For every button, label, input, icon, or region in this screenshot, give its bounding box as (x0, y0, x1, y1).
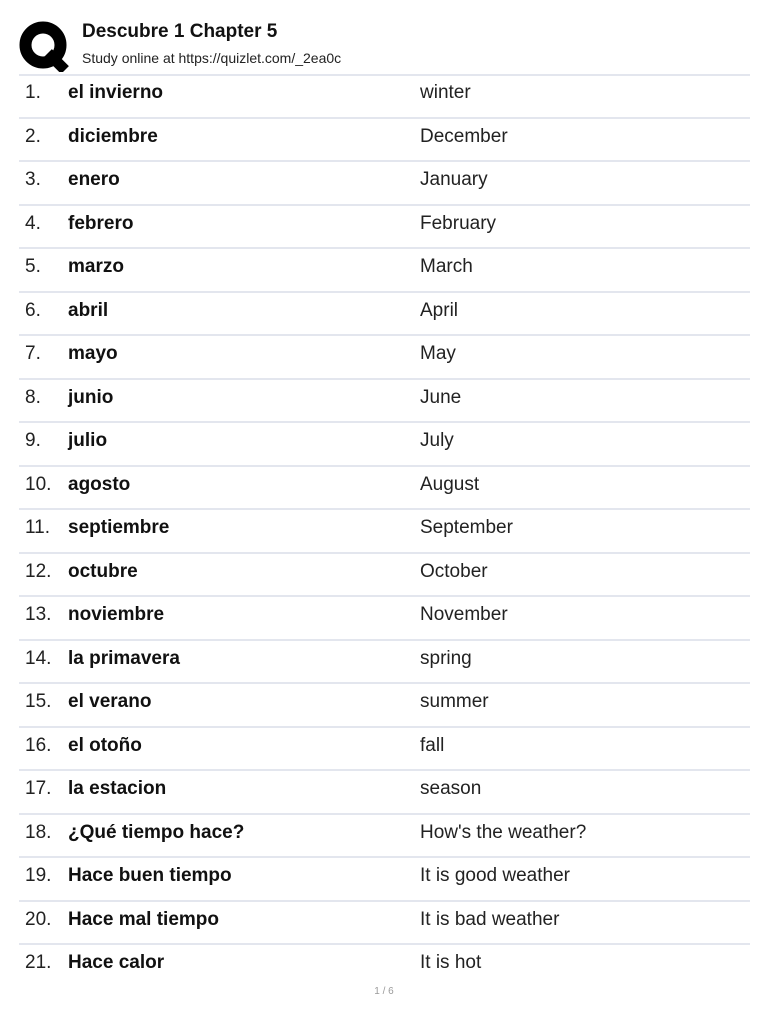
page-title: Descubre 1 Chapter 5 (82, 21, 278, 42)
term-number: 13. (25, 604, 52, 625)
term-row (19, 902, 750, 946)
term-definition: summer (420, 691, 489, 712)
term-definition: August (420, 473, 480, 495)
term-text: septiembre (68, 517, 170, 538)
term-row (19, 119, 750, 163)
term-number: 1. (25, 82, 41, 103)
term-row (19, 728, 750, 772)
term-text: ¿Qué tiempo hace? (68, 821, 245, 843)
term-text: Hace mal tiempo (68, 908, 219, 930)
term-definition: spring (420, 647, 472, 669)
term-definition: May (420, 343, 456, 364)
term-text: octubre (68, 560, 138, 582)
term-text: enero (68, 169, 120, 190)
term-definition: April (420, 299, 459, 321)
term-row (19, 945, 750, 987)
term-definition: December (420, 125, 508, 147)
page-number: 1 / 6 (374, 986, 394, 997)
term-number: 15. (25, 691, 52, 712)
term-row (19, 467, 750, 511)
term-number: 16. (25, 734, 52, 756)
term-list (19, 75, 750, 987)
term-number: 11. (25, 517, 51, 538)
term-definition: season (420, 778, 482, 799)
term-text: julio (68, 430, 108, 451)
term-definition: March (420, 256, 473, 277)
term-text: Hace calor (68, 952, 165, 973)
term-definition: July (420, 430, 454, 451)
term-text: febrero (68, 212, 134, 234)
term-definition: How's the weather? (420, 821, 587, 843)
term-text: noviembre (68, 604, 165, 625)
term-row (19, 293, 750, 337)
term-row (19, 641, 750, 685)
term-row (19, 423, 750, 467)
term-definition: It is hot (420, 952, 482, 973)
term-row (19, 510, 750, 554)
term-number: 2. (25, 125, 41, 147)
term-definition: January (420, 169, 488, 190)
term-row (19, 206, 750, 250)
term-number: 4. (25, 212, 41, 234)
term-text: la primavera (68, 647, 180, 669)
term-number: 21. (25, 952, 52, 973)
term-number: 3. (25, 169, 41, 190)
quizlet-q-icon (19, 20, 69, 72)
term-text: la estacion (68, 778, 167, 799)
term-definition: October (420, 560, 488, 582)
term-definition: February (420, 212, 497, 234)
term-definition: fall (420, 734, 445, 756)
term-number: 12. (25, 560, 52, 582)
term-text: diciembre (68, 125, 158, 147)
term-row (19, 684, 750, 728)
term-definition: June (420, 386, 462, 408)
term-number: 17. (25, 778, 52, 799)
term-row (19, 815, 750, 859)
term-row (19, 597, 750, 641)
term-row (19, 380, 750, 424)
term-definition: It is bad weather (420, 908, 560, 930)
term-number: 18. (25, 821, 52, 843)
term-row (19, 162, 750, 206)
term-text: el verano (68, 691, 152, 712)
term-text: junio (68, 386, 114, 408)
term-row (19, 554, 750, 598)
document-header (19, 18, 749, 74)
study-online-link[interactable]: Study online at https://quizlet.com/_2ea0c (82, 50, 342, 66)
term-row (19, 858, 750, 902)
term-text: abril (68, 299, 109, 321)
term-number: 20. (25, 908, 52, 930)
term-number: 19. (25, 865, 52, 886)
term-text: mayo (68, 343, 118, 364)
term-text: Hace buen tiempo (68, 865, 232, 886)
term-text: marzo (68, 256, 124, 277)
term-text: agosto (68, 473, 131, 495)
term-number: 7. (25, 343, 41, 364)
term-row (19, 771, 750, 815)
term-number: 9. (25, 430, 41, 451)
term-definition: September (420, 517, 513, 538)
term-row (19, 75, 750, 119)
term-number: 10. (25, 473, 52, 495)
term-number: 5. (25, 256, 41, 277)
term-definition: It is good weather (420, 865, 570, 886)
term-number: 6. (25, 299, 41, 321)
term-text: el otoño (68, 734, 142, 756)
term-number: 14. (25, 647, 52, 669)
term-definition: winter (420, 82, 471, 103)
term-definition: November (420, 604, 508, 625)
term-row (19, 249, 750, 293)
term-number: 8. (25, 386, 41, 408)
term-text: el invierno (68, 82, 164, 103)
term-row (19, 336, 750, 380)
